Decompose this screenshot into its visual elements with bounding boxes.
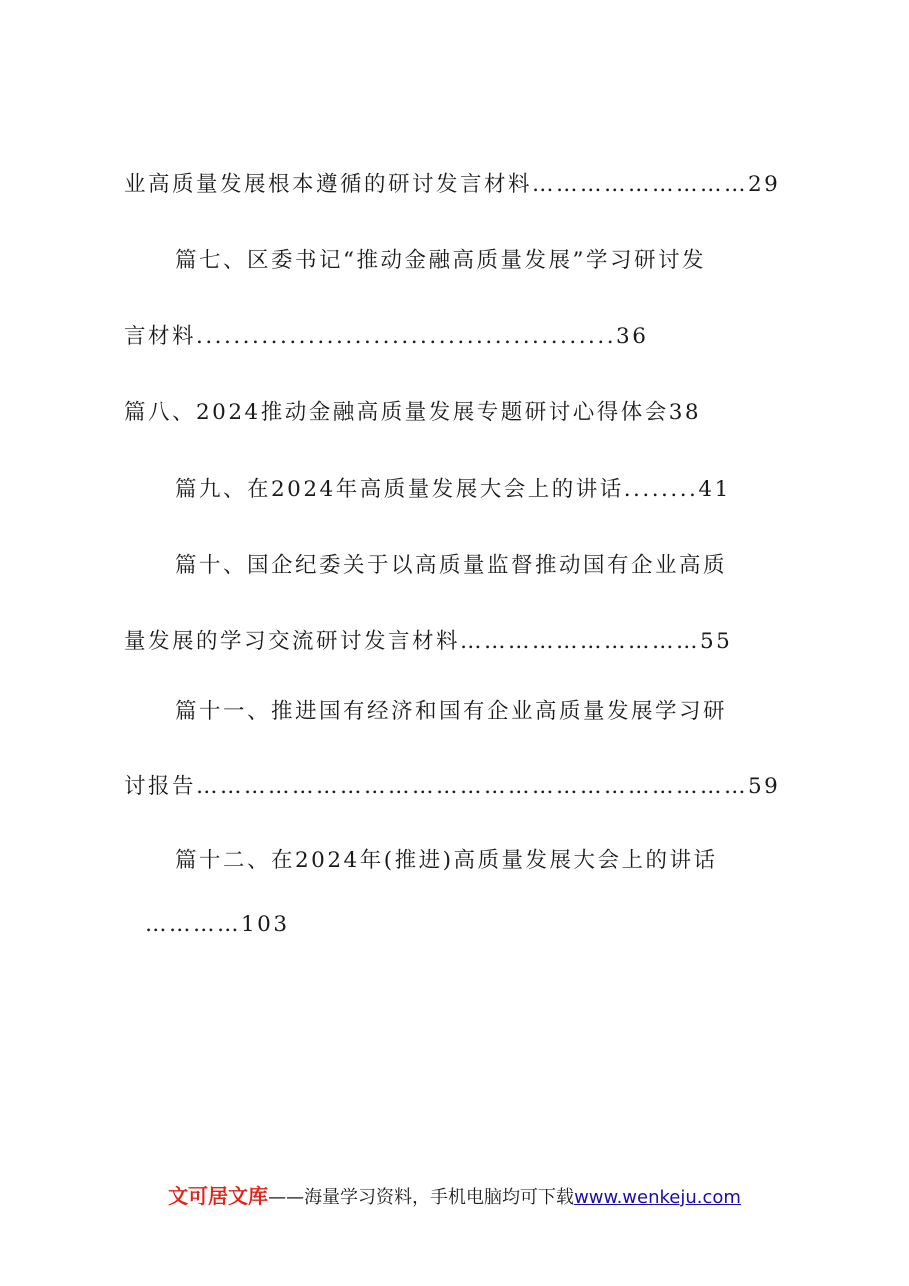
toc-entry-9: 篇九、在2024年高质量发展大会上的讲话........41 xyxy=(175,477,731,502)
toc-entry-continuation: 业高质量发展根本遵循的研讨发言材料………………………29 xyxy=(124,172,781,197)
footer-site-link[interactable]: www.wenkeju.com xyxy=(574,1187,741,1208)
toc-entry-12: 篇十二、在2024年(推进)高质量发展大会上的讲话 xyxy=(175,848,718,873)
footer-brand: 文可居文库 xyxy=(168,1184,269,1208)
toc-entry-7-continuation: 言材料.............................................36 xyxy=(124,324,649,349)
toc-entry-7: 篇七、区委书记“推动金融高质量发展”学习研讨发 xyxy=(175,248,706,273)
footer-tagline: ——海量学习资料，手机电脑均可下载 xyxy=(268,1187,575,1208)
footer-watermark xyxy=(0,1182,909,1212)
toc-entry-8: 篇八、2024推动金融高质量发展专题研讨心得体会38 xyxy=(124,400,702,425)
toc-entry-10: 篇十、国企纪委关于以高质量监督推动国有企业高质 xyxy=(175,553,728,578)
toc-entry-11-continuation: 讨报告……………………………………………………………59 xyxy=(124,774,781,799)
toc-entry-10-continuation: 量发展的学习交流研讨发言材料…………………………55 xyxy=(124,629,733,654)
toc-entry-11: 篇十一、推进国有经济和国有企业高质量发展学习研 xyxy=(175,699,728,724)
toc-entry-12-continuation: …………103 xyxy=(145,912,290,937)
